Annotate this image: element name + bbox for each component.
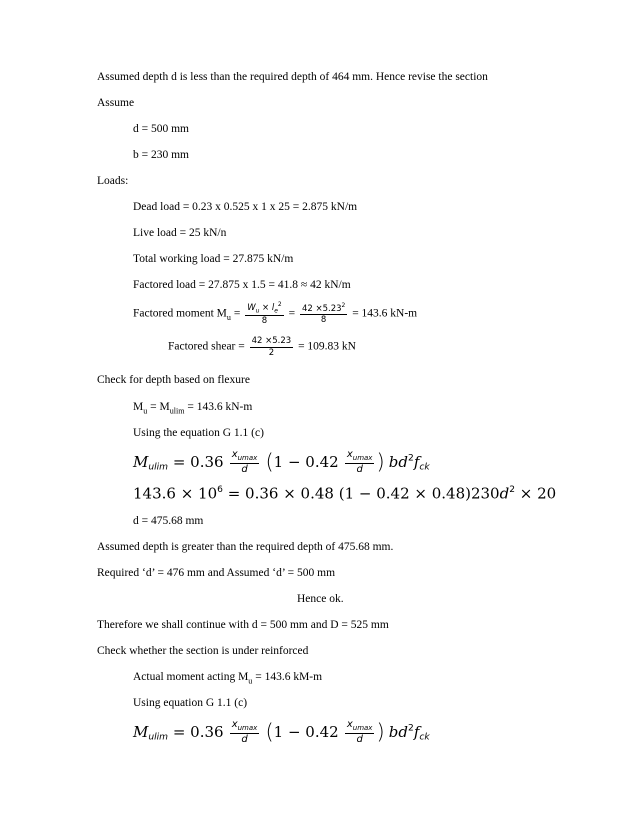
text-line: d = 475.68 mm — [133, 515, 204, 527]
text-line: Check whether the section is under reinforced — [97, 645, 309, 657]
text-line: Using equation G 1.1 (c) — [133, 697, 248, 709]
fraction: $\frac{42 \times 5.23^2}{8}$ — [301, 302, 346, 326]
text-line: Factored load = 27.875 x 1.5 = 41.8 ≈ 42 kN/m — [133, 279, 351, 291]
text-line: Check for depth based on flexure — [97, 374, 250, 386]
fraction: $\frac{42 \times 5.23}{2}$ — [251, 336, 292, 358]
text-line: b = 230 mm — [133, 149, 190, 161]
numeric-equation: $143.6 \times 10^6 = 0.36 \times 0.48$ $(1 - 0.42 \times 0.48)230d^2 \times 20$ — [133, 484, 557, 503]
text-line: Using the equation G 1.1 (c) — [133, 427, 264, 439]
formula-mulim-2: $M_{ulim} = 0.36$ $\frac{x_{umax}}{d}$ (1 − 0.42 $\frac{x_{umax}}{d}$ ) $bd^2f_{ck}$ — [133, 719, 430, 745]
factored-moment-line: Factored moment $M_u$ = $\frac{W_u \times l_e^2}{8}$ = $\frac{42 \times 5.23^2}{8}$ = 143.6 kN-m — [133, 301, 418, 327]
text-line: Actual moment acting $M_u = 143.6$ kM-m — [133, 671, 323, 686]
fraction: $\frac{W_u \times l_e^2}{8}$ — [247, 301, 282, 327]
factored-shear-line: Factored shear = $\frac{42 \times 5.23}{2}$ = 109.83 kN — [168, 336, 356, 358]
text-line: Loads: — [97, 175, 129, 187]
text-line: Therefore we shall continue with d = 500 mm and D = 525 mm — [97, 619, 389, 631]
text-line: Assumed depth d is less than the required depth of 464 mm. Hence revise the section — [97, 71, 488, 83]
text-line: Required ‘d’ = 476 mm and Assumed ‘d’ = 500 mm — [97, 567, 336, 579]
text-line: d = 500 mm — [133, 123, 190, 135]
text-line: Live load = 25 kN/n — [133, 227, 227, 239]
text-line: Hence ok. — [297, 593, 344, 605]
text-line: Assume — [97, 97, 135, 109]
text-line: Assumed depth is greater than the required depth of 475.68 mm. — [97, 541, 394, 553]
text-line: Dead load = 0.23 x 0.525 x 1 x 25 = 2.875 kN/m — [133, 201, 358, 213]
formula-mulim: $M_{ulim} = 0.36$ $\frac{x_{umax}}{d}$ (1 − 0.42 $\frac{x_{umax}}{d}$ ) $bd^2f_{ck}$ — [133, 449, 430, 475]
text-line: $M_u = M_{ulim} = 143.6$ kN-m — [133, 401, 253, 416]
text-line: Total working load = 27.875 kN/m — [133, 253, 294, 265]
